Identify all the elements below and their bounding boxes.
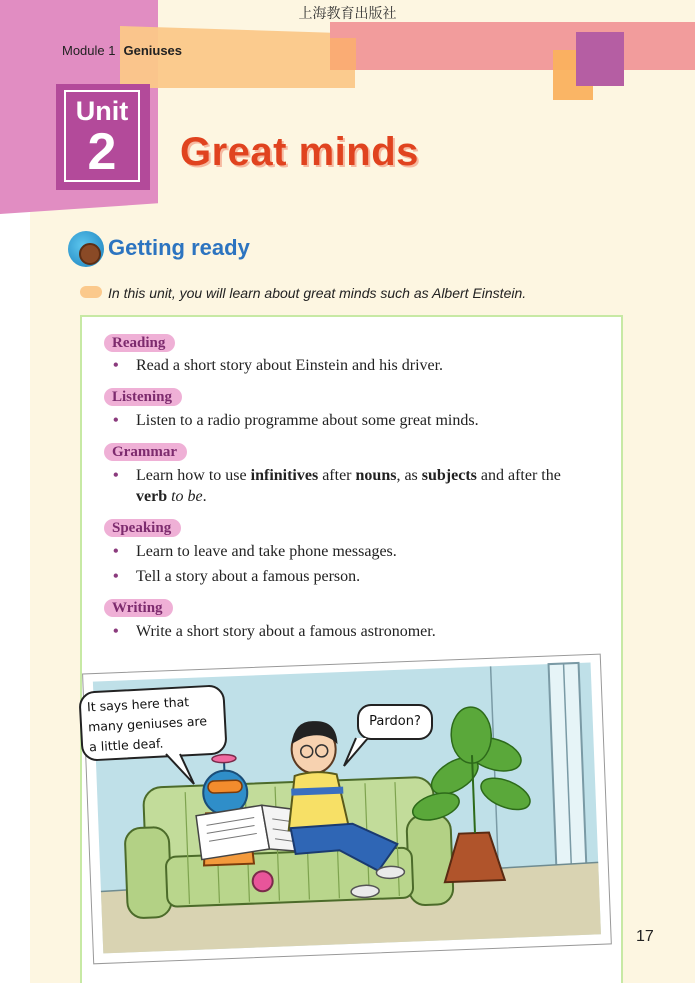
intro-marker	[80, 286, 102, 298]
publisher-name: 上海教育出版社	[298, 6, 397, 22]
list-item: • Read a short story about Einstein and his driver.	[113, 357, 444, 374]
page-title: Great minds	[180, 130, 419, 174]
bullet-icon: •	[113, 623, 119, 640]
bullet-icon: •	[113, 412, 119, 429]
page-number: 17	[636, 928, 654, 945]
grammar-item-text: Learn how to use infinitives after nouns, as subjects and after the verb to be.	[136, 467, 561, 505]
list-item	[113, 465, 583, 507]
speech-bubble-right: Pardon?	[357, 704, 433, 740]
bubble-line: It says here that	[86, 694, 190, 715]
bullet-icon: •	[113, 543, 119, 560]
bubble-line: a little deaf.	[88, 735, 164, 755]
module-name: Geniuses	[123, 43, 183, 58]
list-item: • Write a short story about a famous astronomer.	[113, 623, 436, 640]
bubble-tail	[160, 752, 200, 788]
unit-number: 2	[87, 123, 117, 181]
bubble-tail	[340, 736, 380, 770]
section-title: Getting ready	[108, 235, 250, 260]
header-salmon-band	[330, 22, 695, 70]
header-decor-square	[330, 38, 356, 70]
category-label-writing: Writing	[104, 599, 173, 617]
bubble-line: many geniuses are	[87, 713, 208, 735]
list-item: • Tell a story about a famous person.	[113, 568, 361, 585]
unit-badge	[56, 84, 150, 190]
bullet-icon: •	[113, 357, 119, 374]
list-item: • Listen to a radio programme about some great minds.	[113, 412, 479, 429]
section-intro: In this unit, you will learn about great minds such as Albert Einstein.	[108, 285, 527, 301]
module-number: Module 1	[62, 43, 116, 58]
speech-bubble-left	[78, 684, 227, 762]
category-label-grammar: Grammar	[104, 443, 187, 461]
bullet-icon: •	[113, 568, 119, 585]
bullet-icon: •	[113, 467, 119, 484]
module-label	[62, 43, 182, 58]
category-label-listening: Listening	[104, 388, 182, 406]
list-item: • Learn to leave and take phone messages.	[113, 543, 397, 560]
radio-knob-icon	[68, 231, 104, 267]
category-label-speaking: Speaking	[104, 519, 181, 537]
unit-word: Unit	[75, 96, 129, 126]
category-label-reading: Reading	[104, 334, 175, 352]
header-decor-square	[576, 32, 624, 86]
